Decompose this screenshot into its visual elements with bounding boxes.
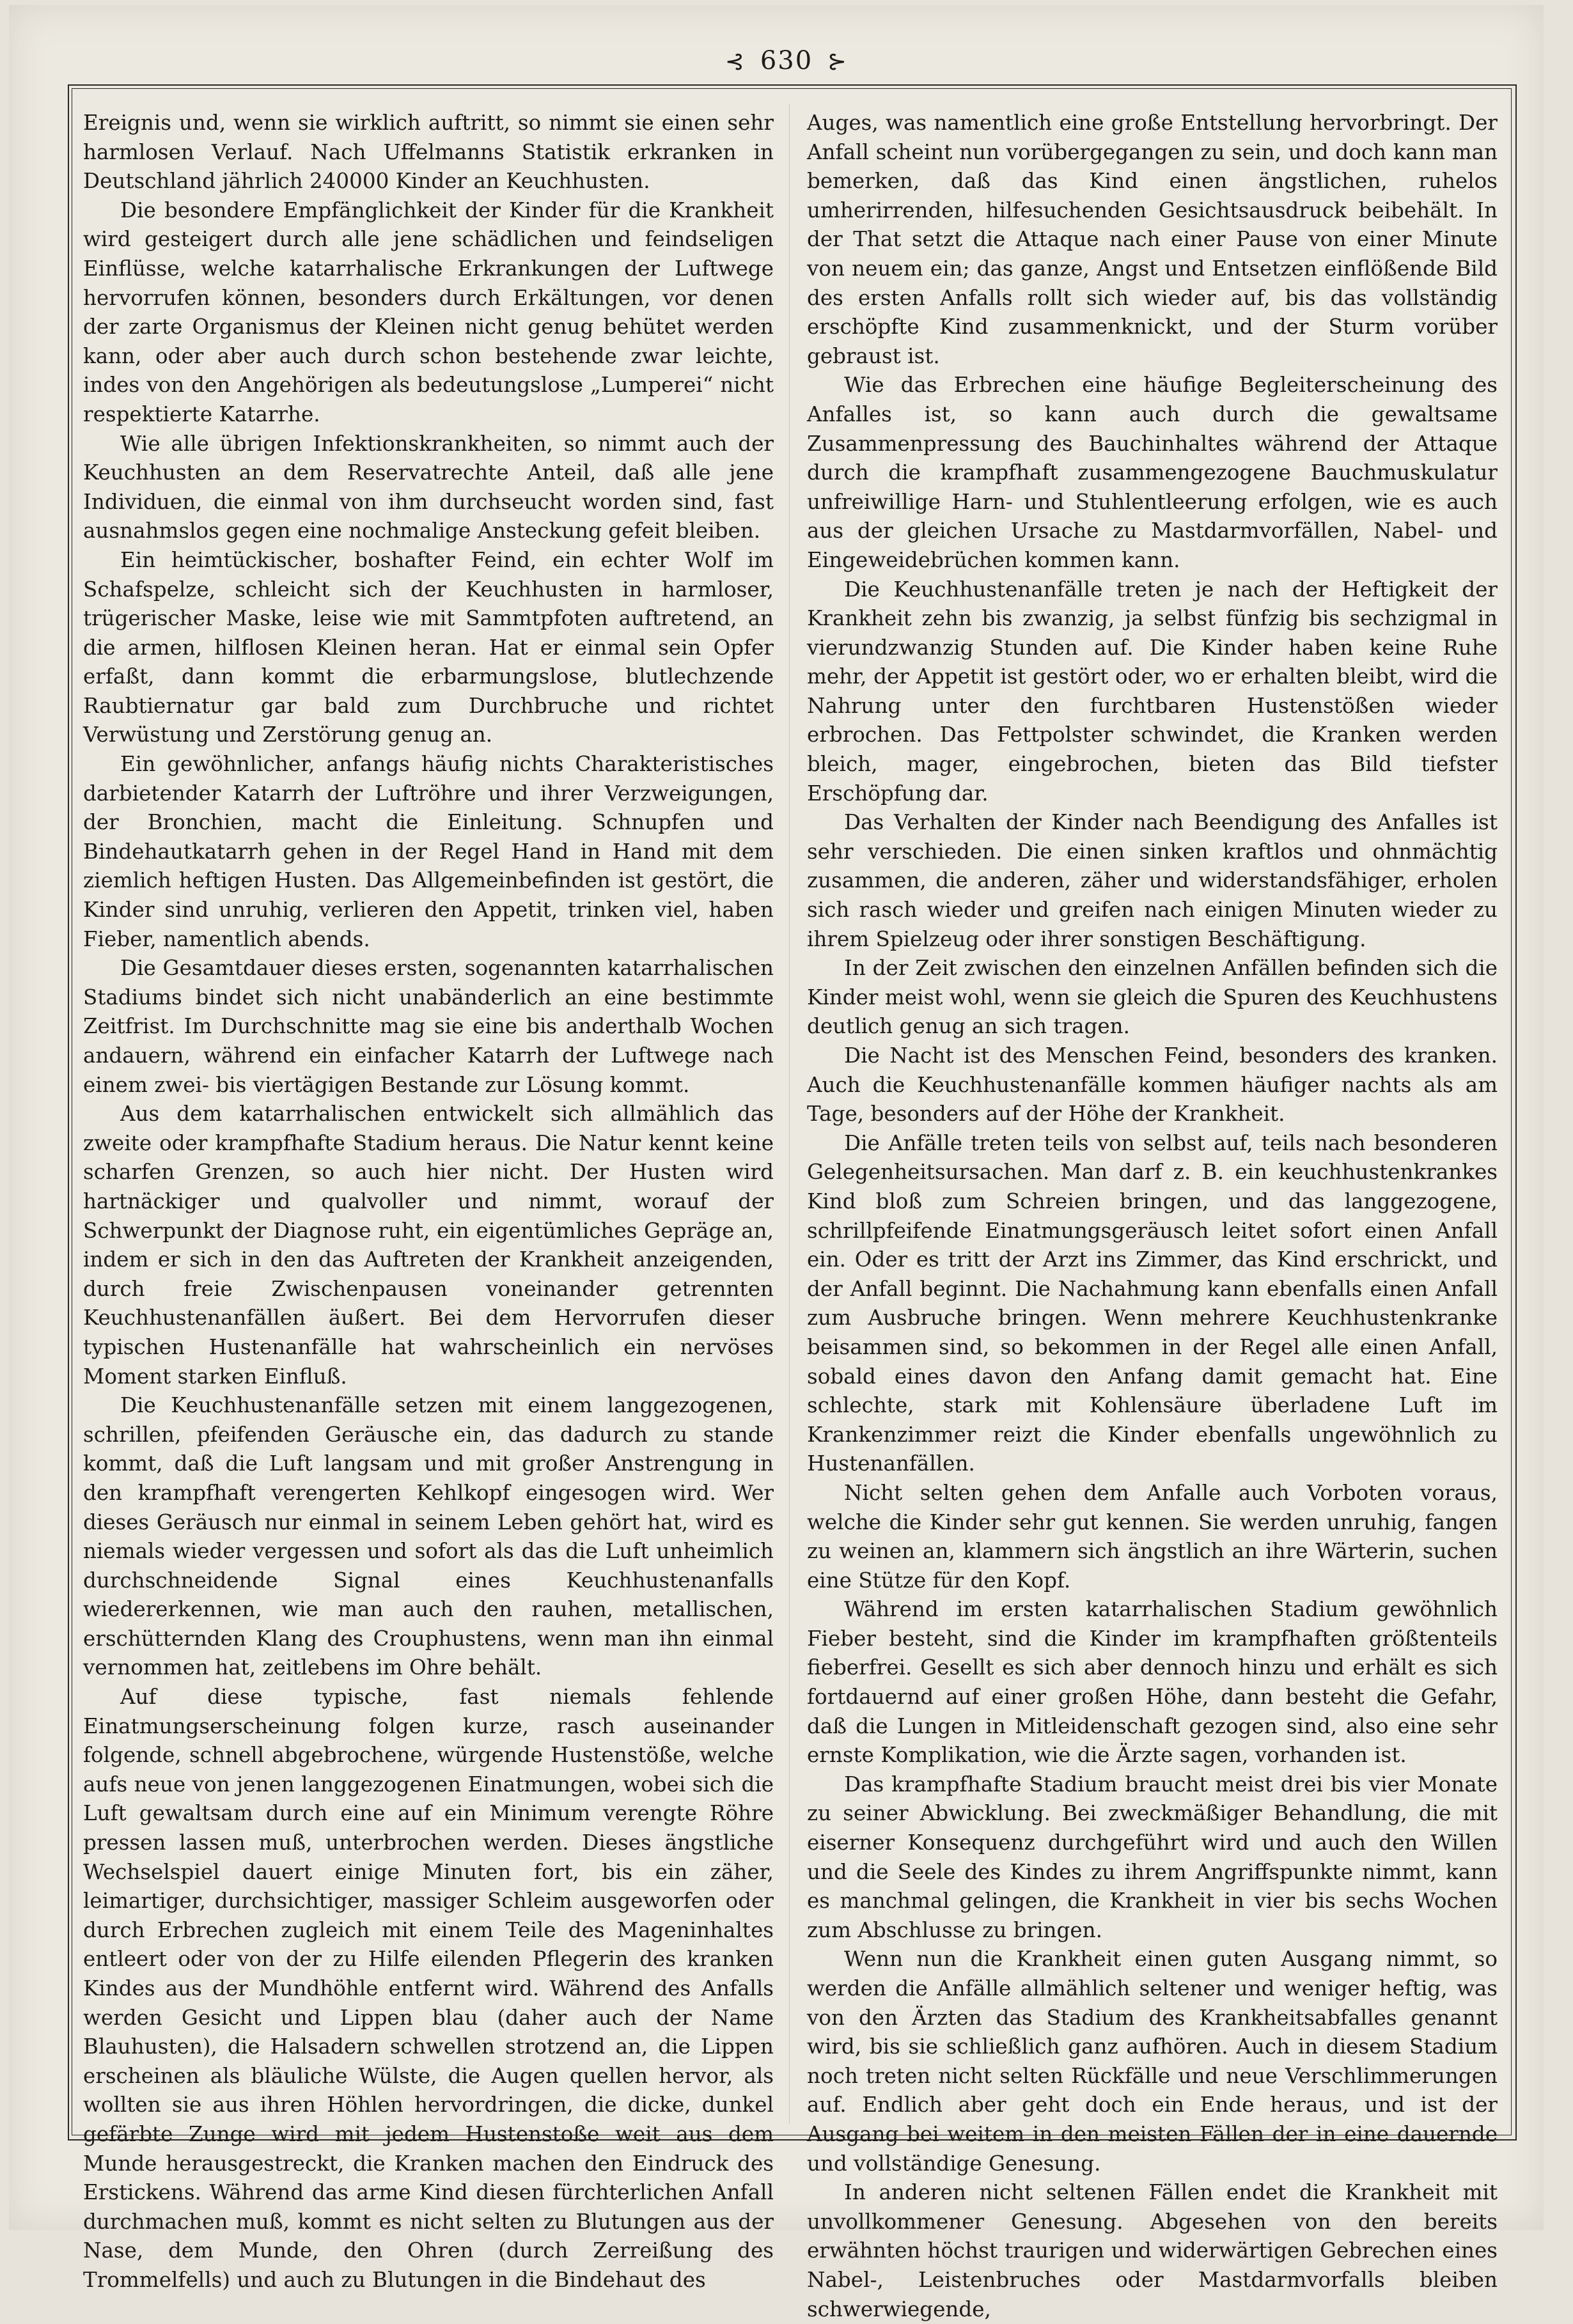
column-divider — [789, 104, 790, 2124]
left-column — [83, 109, 774, 2295]
paragraph: Ein heimtückischer, boshafter Feind, ein echter Wolf im Schafspelze, schleicht sich der Keuchhusten in harmloser, trügerischer Maske, leise wie mit Sammtpfoten auftretend, an die armen, hilflosen Kleinen heran. Hat er einmal sein Opfer erfaßt, dann kommt die erbarmungslose, blutlechzende Raubtiernatur gar bald zum Durchbruche und richtet Verwüstung und Zerstörung genug an. — [83, 547, 774, 747]
page-header — [0, 46, 1573, 75]
paragraph: Die Nacht ist des Menschen Feind, besonders des kranken. Auch die Keuchhustenanfälle kommen häufiger nachts als am Tage, besonders auf der Höhe der Krankheit. — [807, 1043, 1498, 1127]
paragraph: Das Verhalten der Kinder nach Beendigung des Anfalles ist sehr verschieden. Die einen sinken kraftlos und ohnmächtig zusammen, die anderen, zäher und widerstandsfähiger, erholen sich rasch wieder und greifen nach einigen Minuten wieder zu ihrem Spielzeug oder ihrer sonstigen Beschäftigung. — [807, 810, 1498, 951]
paragraph: Die besondere Empfänglichkeit der Kinder für die Krankheit wird gesteigert durch alle jene schädlichen und feindseligen Einflüsse, welche katarrhalische Erkrankungen der Luftwege hervorrufen können, besonders durch Erkältungen, vor denen der zarte Organismus der Kleinen nicht genug behütet werden kann, oder aber auch durch schon bestehende zwar leichte, indes von den Angehörigen als bedeutungslose „Lumperei“ nicht respektierte Katarrhe. — [83, 198, 774, 426]
paragraph: Auges, was namentlich eine große Entstellung hervorbringt. Der Anfall scheint nun vorübergegangen zu sein, und doch kann man bemerken, daß das Kind einen ängstlichen, ruhelos umherirrenden, hilfesuchenden Gesichtsausdruck beibehält. In der That setzt die Attaque nach einer Pause von einer Minute von neuem ein; das ganze, Angst und Entsetzen einflößende Bild des ersten Anfalls rollt sich wieder auf, bis das vollständig erschöpfte Kind zusammenknickt, und der Sturm vorüber gebraust ist. — [807, 111, 1498, 368]
paragraph: In der Zeit zwischen den einzelnen Anfällen befinden sich die Kinder meist wohl, wenn sie gleich die Spuren des Keuchhustens deutlich genug an sich tragen. — [807, 956, 1498, 1039]
paragraph: Die Anfälle treten teils von selbst auf, teils nach besonderen Gelegenheitsursachen. Man darf z. B. ein keuchhustenkrankes Kind bloß zum Schreien bringen, und das langgezogene, schrillpfeifende Einatmungsgeräusch leitet sofort einen Anfall ein. Oder es tritt der Arzt ins Zimmer, das Kind erschrickt, und der Anfall beginnt. Die Nachahmung kann ebenfalls einen Anfall zum Ausbruche bringen. Wenn mehrere Keuchhustenkranke beisammen sind, so bekommen in der Regel alle einen Anfall, sobald eines davon den Anfang damit gemacht hat. Eine schlechte, stark mit Kohlensäure überladene Luft im Krankenzimmer reizt die Kinder ebenfalls ungewöhnlich zu Hustenanfällen. — [807, 1130, 1498, 1476]
paragraph: Die Keuchhustenanfälle treten je nach der Heftigkeit der Krankheit zehn bis zwanzig, ja selbst fünfzig bis sechzigmal in vierundzwanzig Stunden auf. Die Kinder haben keine Ruhe mehr, der Appetit ist gestört oder, wo er erhalten bleibt, wird die Nahrung unter den furchtbaren Hustenstößen wieder erbrochen. Das Fettpolster schwindet, die Kranken werden bleich, mager, eingebrochen, bieten das Bild tiefster Erschöpfung dar. — [807, 577, 1498, 806]
right-ornament: ⊱ — [827, 49, 849, 75]
paragraph: Wenn nun die Krankheit einen guten Ausgang nimmt, so werden die Anfälle allmählich seltener und weniger heftig, was von den Ärzten das Stadium des Krankheitsabfalles genannt wird, bis sie schließlich ganz aufhören. Auch in diesem Stadium noch treten nicht selten Rückfälle und neue Verschlimmerungen auf. Endlich aber geht doch ein Ende heraus, und ist der Ausgang bei weitem in den meisten Fällen der in eine dauernde und vollständige Genesung. — [807, 1947, 1498, 2176]
paragraph: Die Gesamtdauer dieses ersten, sogenannten katarrhalischen Stadiums bindet sich nicht unabänderlich an eine bestimmte Zeitfrist. Im Durchschnitte mag sie eine bis anderthalb Wochen andauern, während ein einfacher Katarrh der Luftwege nach einem zwei- bis viertägigen Bestande zur Lösung kommt. — [83, 956, 774, 1097]
right-column — [807, 109, 1498, 2324]
page-number: 630 — [760, 46, 813, 75]
paragraph: Das krampfhafte Stadium braucht meist drei bis vier Monate zu seiner Abwicklung. Bei zweckmäßiger Behandlung, die mit eiserner Konsequenz durchgeführt wird und auch den Willen und die Seele des Kindes zu ihrem Angriffspunkte nimmt, kann es manchmal gelingen, die Krankheit in vier bis sechs Wochen zum Abschlusse zu bringen. — [807, 1772, 1498, 1942]
paragraph: Während im ersten katarrhalischen Stadium gewöhnlich Fieber besteht, sind die Kinder im krampfhaften größtenteils fieberfrei. Gesellt es sich aber dennoch hinzu und erhält es sich fortdauernd auf einer großen Höhe, dann besteht die Gefahr, daß die Lungen in Mitleidenschaft gezogen sind, also eine sehr ernste Komplikation, wie die Ärzte sagen, vorhanden ist. — [807, 1597, 1498, 1768]
paragraph: Ereignis und, wenn sie wirklich auftritt, so nimmt sie einen sehr harmlosen Verlauf. Nach Uffelmanns Statistik erkranken in Deutschland jährlich 240000 Kinder an Keuchhusten. — [83, 111, 774, 194]
paragraph: In anderen nicht seltenen Fällen endet die Krankheit mit unvollkommener Genesung. Abgesehen von den bereits erwähnten höchst traurigen und widerwärtigen Gebrechen eines Nabel-, Leistenbruches oder Mastdarmvorfalls bleiben schwerwiegende, — [807, 2180, 1498, 2321]
paragraph: Ein gewöhnlicher, anfangs häufig nichts Charakteristisches darbietender Katarrh der Luftröhre und ihrer Verzweigungen, der Bronchien, macht die Einleitung. Schnupfen und Bindehautkatarrh gehen in der Regel Hand in Hand mit dem ziemlich heftigen Husten. Das Allgemeinbefinden ist gestört, die Kinder sind unruhig, verlieren den Appetit, trinken viel, haben Fieber, namentlich abends. — [83, 752, 774, 951]
paragraph: Aus dem katarrhalischen entwickelt sich allmählich das zweite oder krampfhafte Stadium heraus. Die Natur kennt keine scharfen Grenzen, so auch hier nicht. Der Husten wird hartnäckiger und qualvoller und nimmt, worauf der Schwerpunkt der Diagnose ruht, ein eigentümliches Gepräge an, indem er sich in den das Auftreten der Krankheit anzeigenden, durch freie Zwischenpausen voneinander getrennten Keuchhustenanfällen äußert. Bei dem Hervorrufen dieser typischen Hustenanfälle hat wahrscheinlich ein nervöses Moment starken Einfluß. — [83, 1102, 774, 1389]
left-ornament: ⊰ — [724, 49, 746, 75]
paragraph: Wie alle übrigen Infektionskrankheiten, so nimmt auch der Keuchhusten an dem Reservatrechte Anteil, daß alle jene Individuen, die einmal von ihm durchseucht worden sind, fast ausnahmslos gegen eine nochmalige Ansteckung gefeit bleiben. — [83, 431, 774, 543]
paragraph: Auf diese typische, fast niemals fehlende Einatmungserscheinung folgen kurze, rasch auseinander folgende, schnell abgebrochene, würgende Hustenstöße, welche aufs neue von jenen langgezogenen Einatmungen, wobei sich die Luft gewaltsam durch eine auf ein Minimum verengte Röhre pressen lassen muß, unterbrochen werden. Dieses ängstliche Wechselspiel dauert einige Minuten fort, bis ein zäher, leimartiger, durchsichtiger, massiger Schleim ausgeworfen oder durch Erbrechen zugleich mit einem Teile des Mageninhaltes entleert oder von der zu Hilfe eilenden Pflegerin des kranken Kindes aus der Mundhöhle entfernt wird. Während des Anfalls werden Gesicht und Lippen blau (daher auch der Name Blauhusten), die Halsadern schwellen strotzend an, die Lippen erscheinen als bläuliche Wülste, die Augen quellen hervor, als wollten sie aus ihren Höhlen hervordringen, die dicke, dunkel gefärbte Zunge wird mit jedem Hustenstoße weit aus dem Munde herausgestreckt, die Kranken machen den Eindruck des Erstickens. Während das arme Kind diesen fürchterlichen Anfall durchmachen muß, kommt es nicht selten zu Blutungen aus der Nase, dem Munde, den Ohren (durch Zerreißung des Trommelfells) und auch zu Blutungen in die Bindehaut des — [83, 1685, 774, 2292]
paragraph: Die Keuchhustenanfälle setzen mit einem langgezogenen, schrillen, pfeifenden Geräusche ein, das dadurch zu stande kommt, daß die Luft langsam und mit großer Anstrengung in den krampfhaft verengerten Kehlkopf eingesogen wird. Wer dieses Geräusch nur einmal in seinem Leben gehört hat, wird es niemals wieder vergessen und sofort als das die Luft unheimlich durchschneidende Signal eines Keuchhustenanfalls wiedererkennen, wie man auch den rauhen, metallischen, erschütternden Klang des Crouphustens, wenn man ihn einmal vernommen hat, zeitlebens im Ohre behält. — [83, 1393, 774, 1680]
paragraph: Wie das Erbrechen eine häufige Begleiterscheinung des Anfalles ist, so kann auch durch die gewaltsame Zusammenpressung des Bauchinhaltes während der Attaque durch die krampfhaft zusammengezogene Bauchmuskulatur unfreiwillige Harn- und Stuhlentleerung erfolgen, wie es auch aus der gleichen Ursache zu Mastdarmvorfällen, Nabel- und Eingeweidebrüchen kommen kann. — [807, 373, 1498, 572]
paragraph: Nicht selten gehen dem Anfalle auch Vorboten voraus, welche die Kinder sehr gut kennen. Sie werden unruhig, fangen zu weinen an, klammern sich ängstlich an ihre Wärterin, suchen eine Stütze für den Kopf. — [807, 1480, 1498, 1593]
